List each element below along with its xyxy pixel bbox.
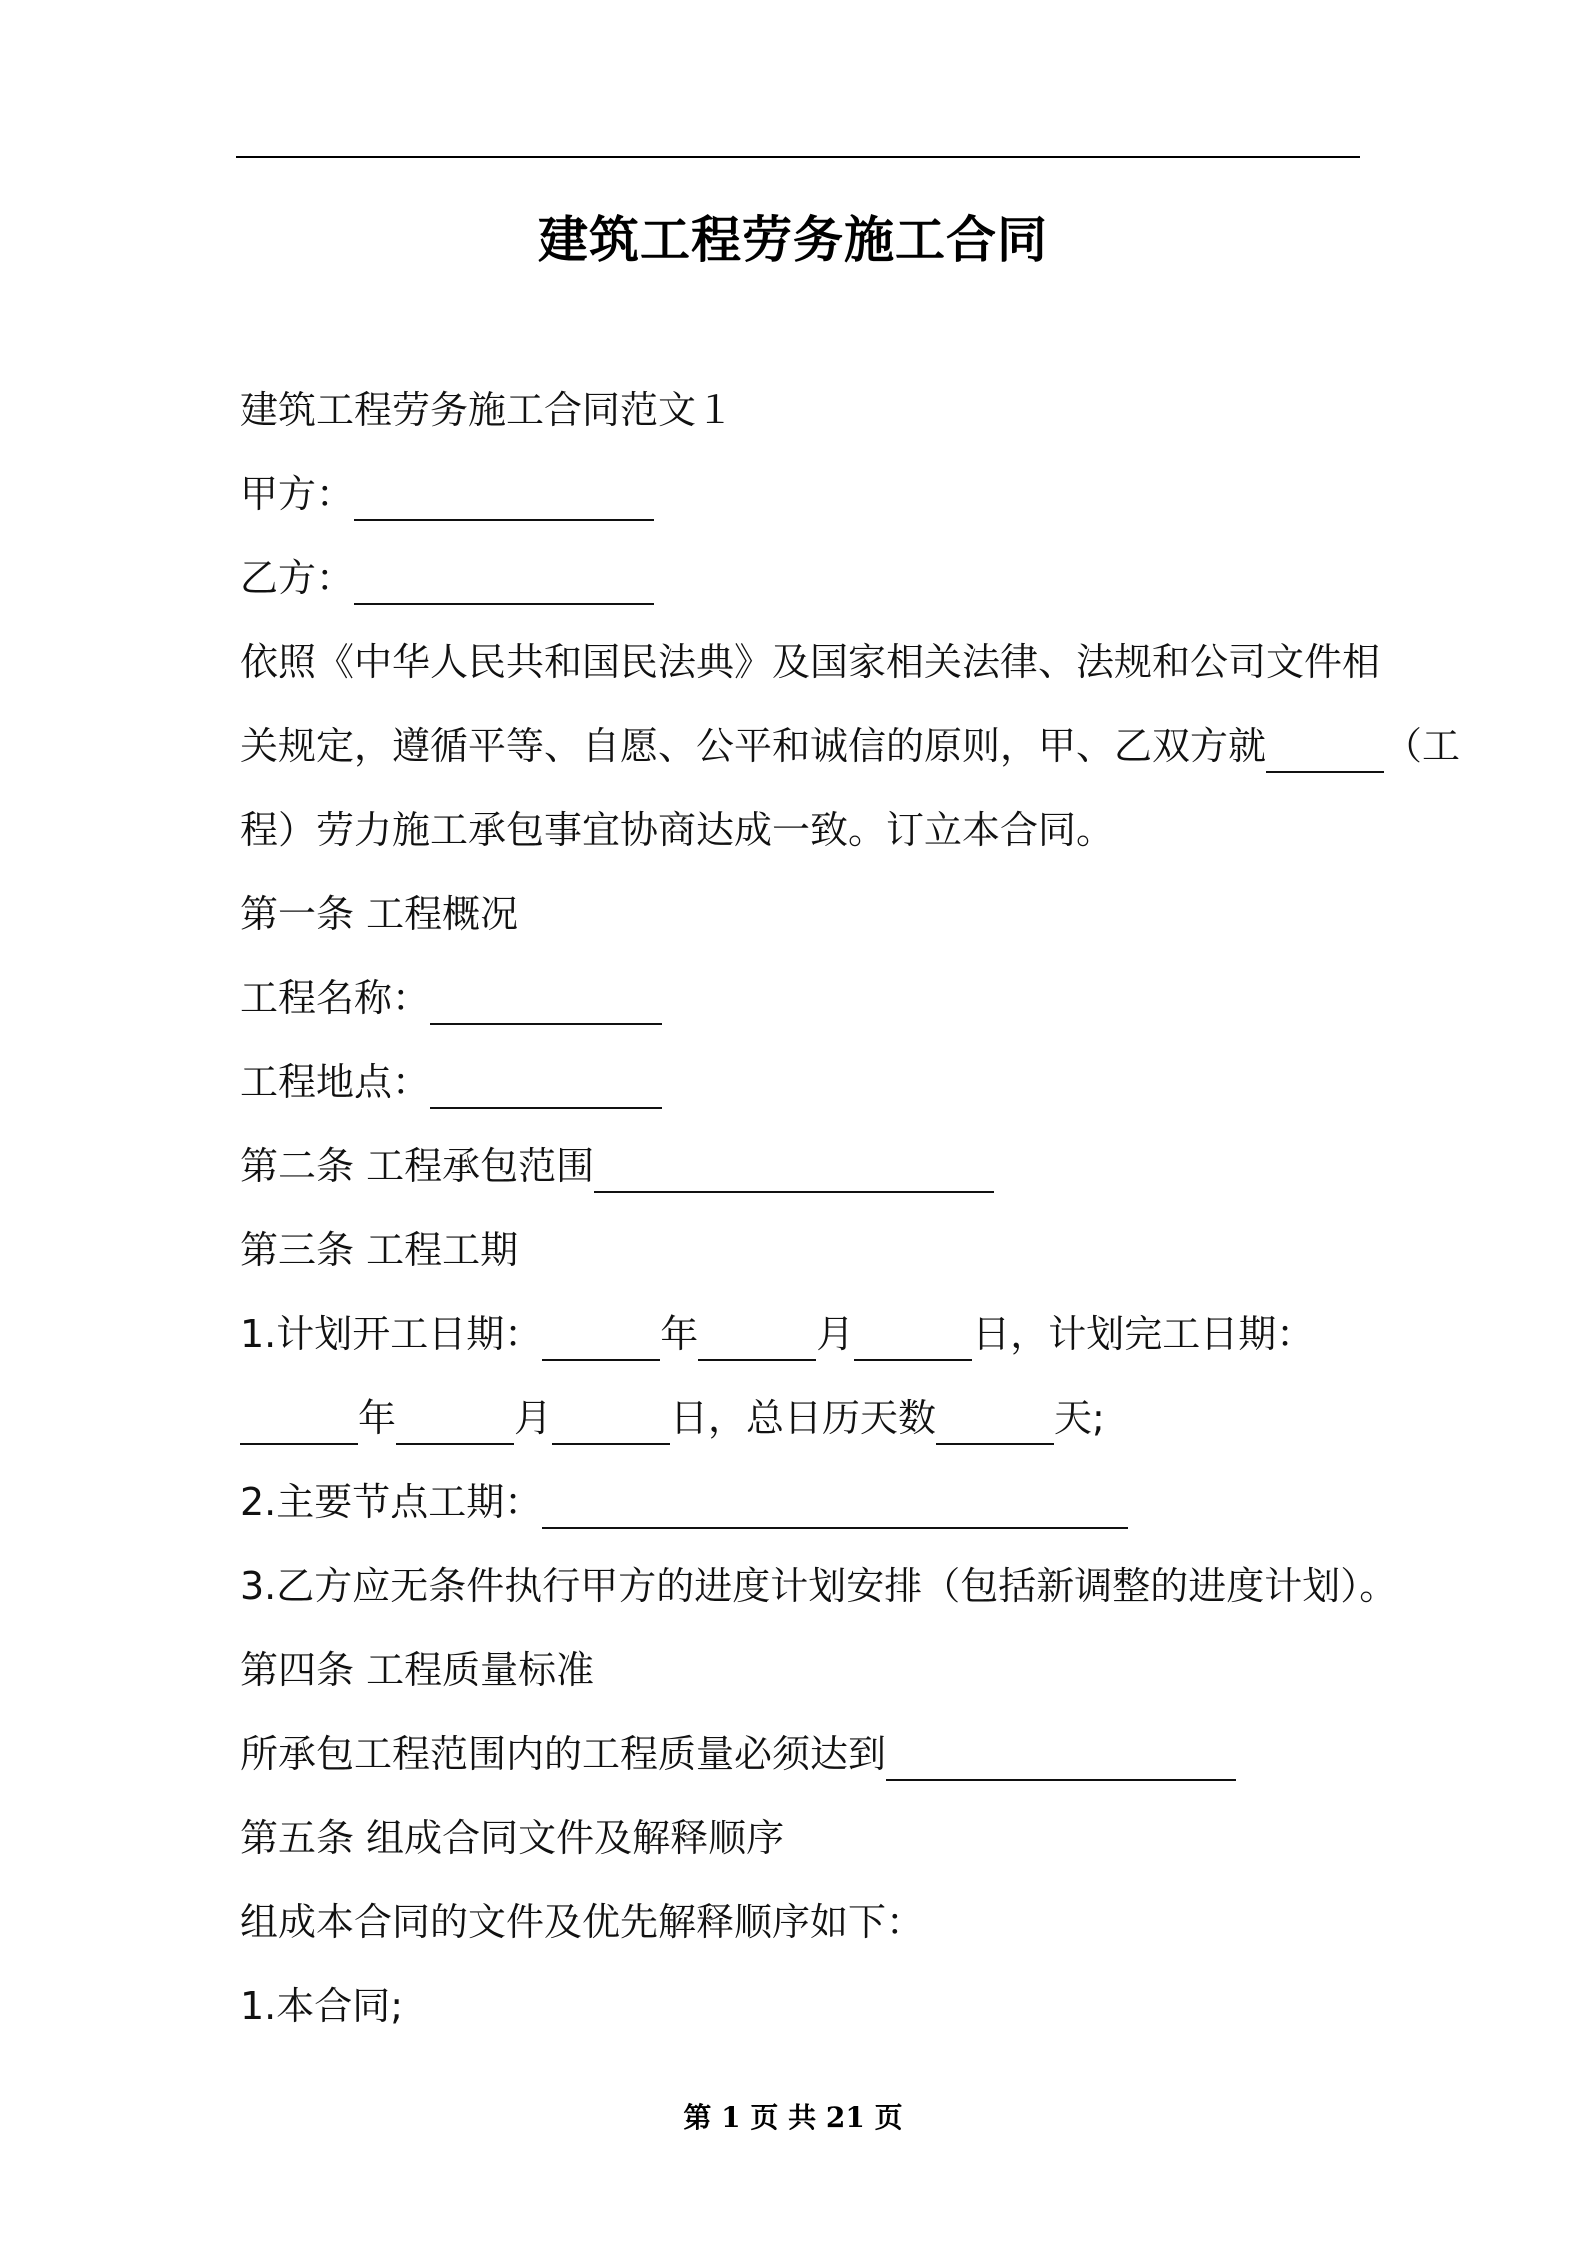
fill-in-blank bbox=[354, 559, 654, 605]
line-text: 第一条 工程概况 bbox=[240, 892, 519, 936]
fill-in-blank bbox=[354, 475, 654, 521]
body-line bbox=[240, 704, 1461, 788]
line-text: 3.乙方应无条件执行甲方的进度计划安排（包括新调整的进度计划）。 bbox=[240, 1564, 1398, 1608]
body-line bbox=[240, 368, 1360, 452]
line-text: 组成本合同的文件及优先解释顺序如下： bbox=[240, 1900, 925, 1944]
body-line bbox=[240, 1292, 1360, 1376]
header-rule bbox=[236, 156, 1360, 158]
line-text: 年 bbox=[660, 1312, 699, 1356]
line-text: 日，总日历天数 bbox=[670, 1396, 937, 1440]
line-text: 甲方： bbox=[240, 472, 355, 516]
fill-in-blank bbox=[542, 1483, 1128, 1529]
fill-in-blank bbox=[552, 1399, 670, 1445]
fill-in-blank bbox=[542, 1315, 660, 1361]
line-text: 第三条 工程工期 bbox=[240, 1228, 519, 1272]
line-text: 工程地点： bbox=[240, 1060, 431, 1104]
body-line bbox=[240, 1796, 1360, 1880]
line-text: 程）劳力施工承包事宜协商达成一致。订立本合同。 bbox=[240, 808, 1115, 852]
line-text: 2.主要节点工期： bbox=[240, 1480, 543, 1524]
fill-in-blank bbox=[594, 1147, 994, 1193]
line-text: 工程名称： bbox=[240, 976, 431, 1020]
body-line bbox=[240, 1208, 1360, 1292]
body-line bbox=[240, 1124, 1360, 1208]
fill-in-blank bbox=[430, 979, 662, 1025]
fill-in-blank bbox=[430, 1063, 662, 1109]
body-line bbox=[240, 788, 1360, 872]
line-text: 第五条 组成合同文件及解释顺序 bbox=[240, 1816, 785, 1860]
body-line bbox=[240, 452, 1360, 536]
body-line bbox=[240, 1712, 1360, 1796]
body-line bbox=[240, 956, 1360, 1040]
body-line bbox=[240, 620, 1381, 704]
body-line bbox=[240, 1544, 1398, 1628]
body-line bbox=[240, 1964, 1360, 2048]
body-line bbox=[240, 1460, 1360, 1544]
line-text: 1.计划开工日期： bbox=[240, 1312, 543, 1356]
line-text: 建筑工程劳务施工合同范文１ bbox=[240, 388, 735, 432]
body-line bbox=[240, 1040, 1360, 1124]
fill-in-blank bbox=[396, 1399, 514, 1445]
fill-in-blank bbox=[240, 1399, 358, 1445]
line-text: （工 bbox=[1384, 724, 1461, 768]
line-text: 乙方： bbox=[240, 556, 355, 600]
fill-in-blank bbox=[698, 1315, 816, 1361]
line-text: 1.本合同; bbox=[240, 1984, 404, 2028]
fill-in-blank bbox=[1266, 727, 1384, 773]
fill-in-blank bbox=[936, 1399, 1054, 1445]
body-line bbox=[240, 1880, 1360, 1964]
line-text: 月 bbox=[514, 1396, 553, 1440]
body-line bbox=[240, 536, 1360, 620]
fill-in-blank bbox=[854, 1315, 972, 1361]
line-text: 依照《中华人民共和国民法典》及国家相关法律、法规和公司文件相 bbox=[240, 640, 1381, 684]
page-footer: 第 1 页 共 21 页 bbox=[683, 2101, 903, 2134]
line-text: 第四条 工程质量标准 bbox=[240, 1648, 595, 1692]
document-body bbox=[240, 368, 1461, 2048]
fill-in-blank bbox=[886, 1735, 1236, 1781]
document-title: 建筑工程劳务施工合同 bbox=[538, 211, 1048, 269]
line-text: 第二条 工程承包范围 bbox=[240, 1144, 595, 1188]
body-line bbox=[240, 1628, 1360, 1712]
line-text: 天; bbox=[1054, 1396, 1105, 1440]
line-text: 关规定，遵循平等、自愿、公平和诚信的原则，甲、乙双方就 bbox=[240, 724, 1267, 768]
line-text: 年 bbox=[358, 1396, 397, 1440]
line-text: 日，计划完工日期： bbox=[972, 1312, 1315, 1356]
body-line bbox=[240, 1376, 1360, 1460]
line-text: 月 bbox=[816, 1312, 855, 1356]
body-line bbox=[240, 872, 1360, 956]
line-text: 所承包工程范围内的工程质量必须达到 bbox=[240, 1732, 887, 1776]
